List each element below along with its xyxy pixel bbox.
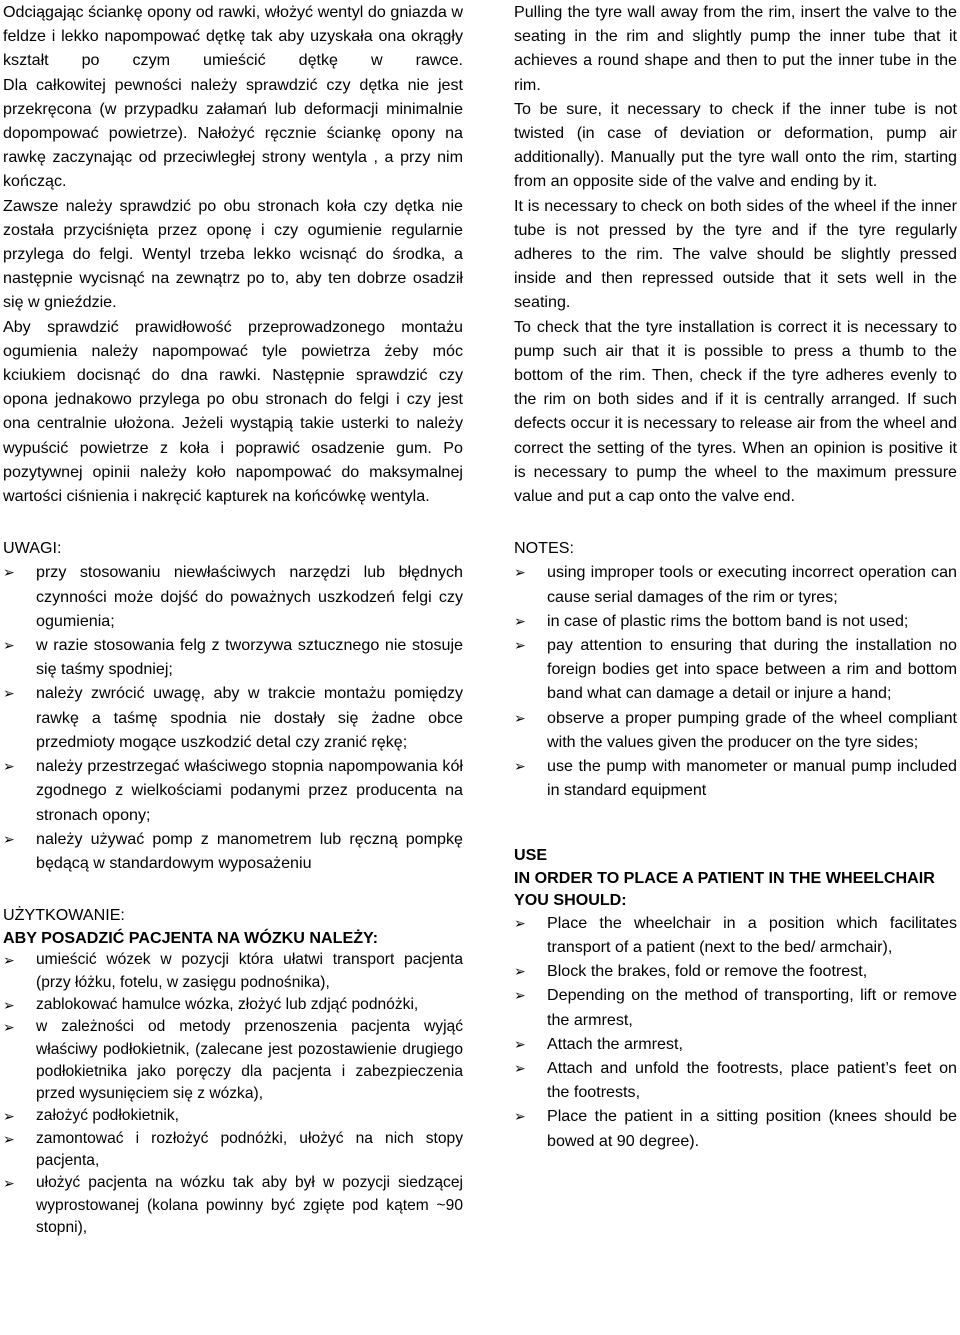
- list-item: ➢ należy przestrzegać właściwego stopnia napompowania kół zgodnego z wielkościami podanymi przez producenta na stronach opony;: [3, 754, 463, 827]
- list-item: ➢ Place the patient in a sitting position (knees should be bowed at 90 degree).: [514, 1104, 957, 1152]
- list-item: ➢ umieścić wózek w pozycji która ułatwi transport pacjenta (przy łóżku, fotelu, w zasięgu podnośnika),: [3, 951, 463, 991]
- arrowhead-bullet-icon: ➢: [514, 637, 526, 654]
- arrowhead-bullet-icon: ➢: [514, 709, 526, 726]
- list-item: ➢ przy stosowaniu niewłaściwych narzędzi lub błędnych czynności może dojść do poważnych uszkodzeń felgi czy ogumienia;: [3, 560, 463, 633]
- usage-steps-list: [3, 949, 463, 1239]
- list-item: ➢ in case of plastic rims the bottom band is not used;: [514, 609, 957, 633]
- arrowhead-bullet-icon: ➢: [514, 1108, 526, 1125]
- english-column: [514, 0, 957, 1153]
- polish-column: [3, 0, 463, 1239]
- arrowhead-bullet-icon: ➢: [514, 1035, 526, 1052]
- arrowhead-bullet-icon: ➢: [3, 1108, 15, 1125]
- intro-paragraph-4: Aby sprawdzić prawidłowość przeprowadzonego montażu ogumienia należy napompować tyle powietrza żeby móc kciukiem docisnąć do dna rawki. Następnie sprawdzić czy opona jednakowo przylega po obu stronach do felgi i czy jest ona centralnie ułożona. Jeżeli wystąpią takie usterki to należy wypuścić powietrze z koła i poprawić osadzenie gum. Po pozytywnej opinii należy koło napompować do maksymalnej wartości ciśnienia i nakręcić kapturek na końcówkę wentyla.: [3, 317, 463, 506]
- arrowhead-bullet-icon: ➢: [3, 637, 15, 654]
- arrowhead-bullet-icon: ➢: [3, 758, 15, 775]
- list-item: ➢ use the pump with manometer or manual pump included in standard equipment: [514, 754, 957, 802]
- arrowhead-bullet-icon: ➢: [3, 1019, 15, 1036]
- intro-paragraph-3: Zawsze należy sprawdzić po obu stronach koła czy dętka nie została przyciśnięta przez oponę i czy ogumienie regularnie przylega do felgi. Wentyl trzeba lekko wcisnąć do środka, a następnie wycisnąć na zewnątrz po to, aby ten dobrze osadził się w gnieździe.: [3, 196, 463, 312]
- arrowhead-bullet-icon: ➢: [514, 963, 526, 980]
- arrowhead-bullet-icon: ➢: [514, 914, 526, 931]
- list-item: ➢ zamontować i rozłożyć podnóżki, ułożyć na nich stopy pacjenta,: [3, 1129, 463, 1169]
- list-item: ➢ pay attention to ensuring that during the installation no foreign bodies get into space between a rim and bottom band what can damage a detail or injure a hand;: [514, 633, 957, 706]
- arrowhead-bullet-icon: ➢: [3, 952, 15, 969]
- intro-paragraph-1: Odciągając ściankę opony od rawki, włożyć wentyl do gniazda w feldze i lekko napompować dętkę tak aby uzyskała ona okrągły kształt po czym umieścić dętkę w rawce.: [3, 3, 463, 70]
- arrowhead-bullet-icon: ➢: [3, 1175, 15, 1192]
- usage-steps-list: [514, 911, 957, 1153]
- usage-heading: USE: [514, 845, 548, 864]
- arrowhead-bullet-icon: ➢: [514, 758, 526, 775]
- arrowhead-bullet-icon: ➢: [3, 564, 15, 581]
- arrowhead-bullet-icon: ➢: [3, 996, 15, 1013]
- list-item: ➢ Place the wheelchair in a position which facilitates transport of a patient (next to the bed/ armchair),: [514, 911, 957, 959]
- list-item: ➢ ułożyć pacjenta na wózku tak aby był w pozycji siedzącej wyprostowanej (kolana powinny być zgięte pod kątem ~90 stopni),: [3, 1174, 463, 1236]
- warnings-heading: NOTES:: [514, 539, 574, 558]
- warnings-heading: UWAGI:: [3, 539, 62, 558]
- arrowhead-bullet-icon: ➢: [514, 564, 526, 581]
- list-item: ➢ w razie stosowania felg z tworzywa sztucznego nie stosuje się taśmy spodniej;: [3, 633, 463, 681]
- list-item: ➢ zablokować hamulce wózka, złożyć lub zdjąć podnóżki,: [3, 994, 463, 1016]
- intro-paragraph-4: To check that the tyre installation is correct it is necessary to pump such air that it is possible to press a thumb to the bottom of the rim. Then, check if the tyre adheres evenly to the rim on both sides and if it is centrally arranged. If such defects occur it is necessary to release air from the wheel and correct the setting of the tyres. When an opinion is positive it is necessary to pump the wheel to the maximum pressure value and put a cap onto the valve end.: [514, 317, 957, 506]
- list-item: ➢ using improper tools or executing incorrect operation can cause serial damages of the rim or tyres;: [514, 560, 957, 608]
- list-item: ➢ należy zwrócić uwagę, aby w trakcie montażu pomiędzy rawkę a taśmę spodnia nie dostały się żadne obce przedmioty mogące uszkodzić detal czy zranić rękę;: [3, 681, 463, 754]
- list-item: ➢ Attach and unfold the footrests, place patient’s feet on the footrests,: [514, 1056, 957, 1104]
- list-item: ➢ Block the brakes, fold or remove the footrest,: [514, 959, 957, 983]
- arrowhead-bullet-icon: ➢: [514, 1059, 526, 1076]
- usage-subheading: IN ORDER TO PLACE A PATIENT IN THE WHEELCHAIR YOU SHOULD:: [514, 868, 935, 909]
- arrowhead-bullet-icon: ➢: [514, 612, 526, 629]
- intro-paragraph-2: Dla całkowitej pewności należy sprawdzić czy dętka nie jest przekręcona (w przypadku załamań lub deformacji minimalnie dopompować powietrze). Nałożyć ręcznie ściankę opony na rawkę zaczynając od przeciwległej strony wentyla , a przy nim kończąc.: [3, 75, 463, 191]
- warnings-list: [3, 560, 463, 875]
- arrowhead-bullet-icon: ➢: [3, 1130, 15, 1147]
- intro-paragraph-2: To be sure, it necessary to check if the inner tube is not twisted (in case of deviation or deformation, pump air additionally). Manually put the tyre wall onto the rim, starting from an opposite side of the valve and ending by it.: [514, 99, 957, 191]
- intro-paragraph-1: Pulling the tyre wall away from the rim, insert the valve to the seating in the rim and slightly pump the inner tube that it achieves a round shape and then to put the inner tube in the rim.: [514, 3, 957, 94]
- usage-heading: UŻYTKOWANIE:: [3, 906, 125, 925]
- intro-paragraph-3: It is necessary to check on both sides of the wheel if the inner tube is not pressed by the tyre and if the tyre regularly adheres to the rim. The valve should be slightly pressed inside and then repressed outside that it sets well in the seating.: [514, 196, 957, 312]
- list-item: ➢ observe a proper pumping grade of the wheel compliant with the values given the producer on the tyre sides;: [514, 706, 957, 754]
- usage-subheading: ABY POSADZIĆ PACJENTA NA WÓZKU NALEŻY:: [3, 929, 378, 948]
- list-item: ➢ Depending on the method of transporting, lift or remove the armrest,: [514, 983, 957, 1031]
- list-item: ➢ założyć podłokietnik,: [3, 1105, 463, 1127]
- list-item: ➢ Attach the armrest,: [514, 1032, 957, 1056]
- list-item: ➢ należy używać pomp z manometrem lub ręczną pompkę będącą w standardowym wyposażeniu: [3, 827, 463, 875]
- list-item: ➢ w zależności od metody przenoszenia pacjenta wyjąć właściwy podłokietnik, (zalecane jest pozostawienie drugiego podłokietnika jako poręczy dla pacjenta i zabezpieczenia przed wysunięciem się z wózka),: [3, 1018, 463, 1103]
- arrowhead-bullet-icon: ➢: [3, 830, 15, 847]
- warnings-list: [514, 560, 957, 802]
- arrowhead-bullet-icon: ➢: [3, 685, 15, 702]
- arrowhead-bullet-icon: ➢: [514, 987, 526, 1004]
